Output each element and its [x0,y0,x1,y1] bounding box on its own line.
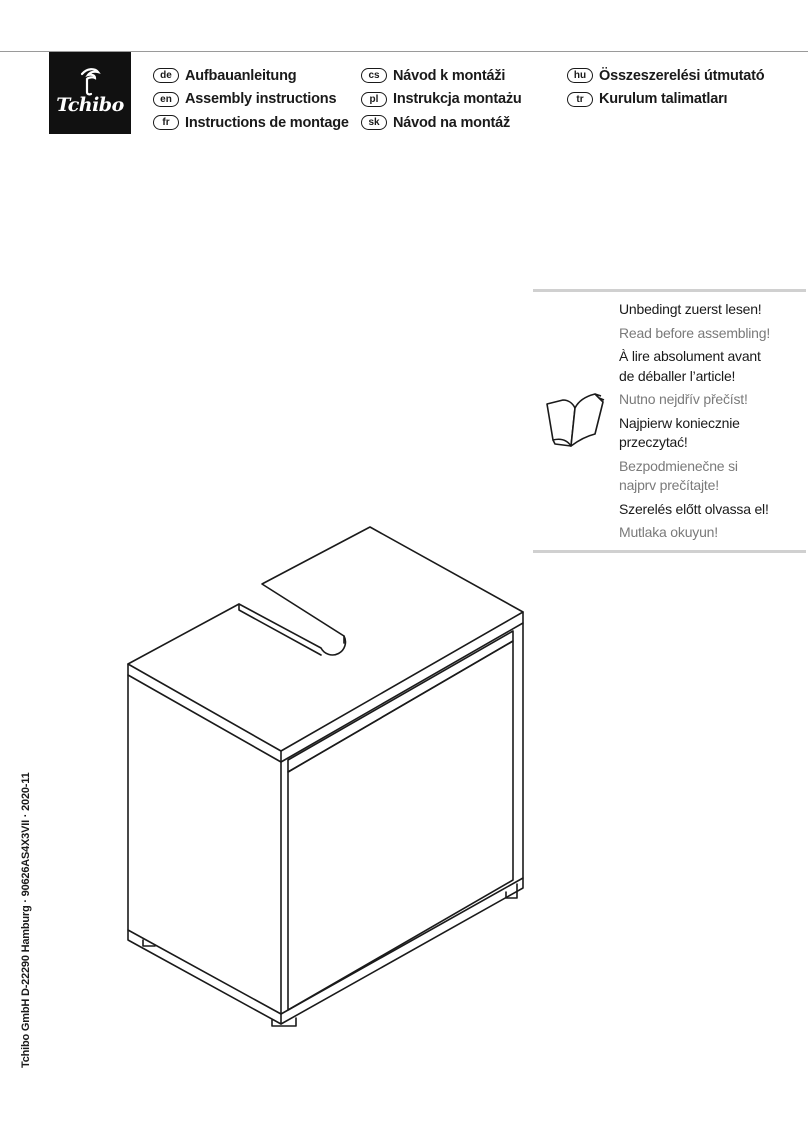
language-code-badge: tr [567,92,593,107]
language-title: Návod k montáži [393,67,506,84]
language-title: Kurulum talimatları [599,91,728,108]
read-first-text: przeczytać! [619,434,688,450]
read-first-text: À lire absolument avant [619,348,761,364]
read-first-text: Read before assembling! [619,324,771,341]
tchibo-logo [49,52,131,134]
language-column-2 [361,64,522,135]
read-first-list [619,300,804,547]
cabinet-front-shelf [288,631,513,772]
cabinet-top-edge [128,612,523,762]
read-first-de [619,300,804,320]
read-first-sk [619,457,804,496]
read-first-en [619,324,804,344]
language-title: Návod na montáž [393,114,511,131]
read-first-text: Bezpodmienečne si [619,457,738,474]
open-book-icon [543,390,609,450]
cabinet-top-surface [128,527,523,751]
language-row-cs [361,64,522,88]
language-row-sk [361,111,522,135]
read-first-notice [533,289,806,553]
language-code-badge: sk [361,115,387,130]
language-row-en [153,88,349,112]
cabinet-illustration [120,520,540,1035]
read-first-fr [619,347,804,386]
language-row-fr [153,111,349,135]
cabinet-base-edge [128,878,523,1024]
language-row-de [153,64,349,88]
language-row-pl [361,88,522,112]
language-code-badge: hu [567,68,593,83]
language-row-hu [567,64,764,88]
language-code-badge: pl [361,92,387,107]
cabinet-side-panel [128,675,281,1014]
read-first-text: de déballer l’article! [619,367,736,384]
read-first-cs [619,390,804,410]
read-first-text: Nutno nejdřív přečíst! [619,391,748,407]
publisher-credit: Tchibo GmbH D-22290 Hamburg · 90626AS4X3VII · 2020-11 [20,772,32,1068]
language-row-tr [567,88,764,112]
language-column-3 [567,64,764,111]
language-code-badge: cs [361,68,387,83]
language-code-badge: fr [153,115,179,130]
read-first-text: Mutlaka okuyun! [619,524,718,540]
language-title: Assembly instructions [185,91,337,108]
read-first-text: najprv prečítajte! [619,477,719,493]
language-code-badge: en [153,92,179,107]
language-title: Instructions de montage [185,114,349,131]
language-title: Összeszerelési útmutató [599,67,765,84]
read-first-tr [619,523,804,543]
read-first-pl [619,414,804,453]
read-first-text: Najpierw koniecznie [619,414,740,431]
read-first-hu [619,500,804,520]
read-first-text: Szerelés előtt olvassa el! [619,500,769,517]
language-title: Instrukcja montażu [393,91,522,108]
tchibo-emblem-icon [79,66,101,96]
language-code-badge: de [153,68,179,83]
brand-name: Tchibo [56,94,124,116]
read-first-text: Unbedingt zuerst lesen! [619,301,762,317]
language-column-1 [153,64,349,135]
language-title: Aufbauanleitung [185,67,297,84]
